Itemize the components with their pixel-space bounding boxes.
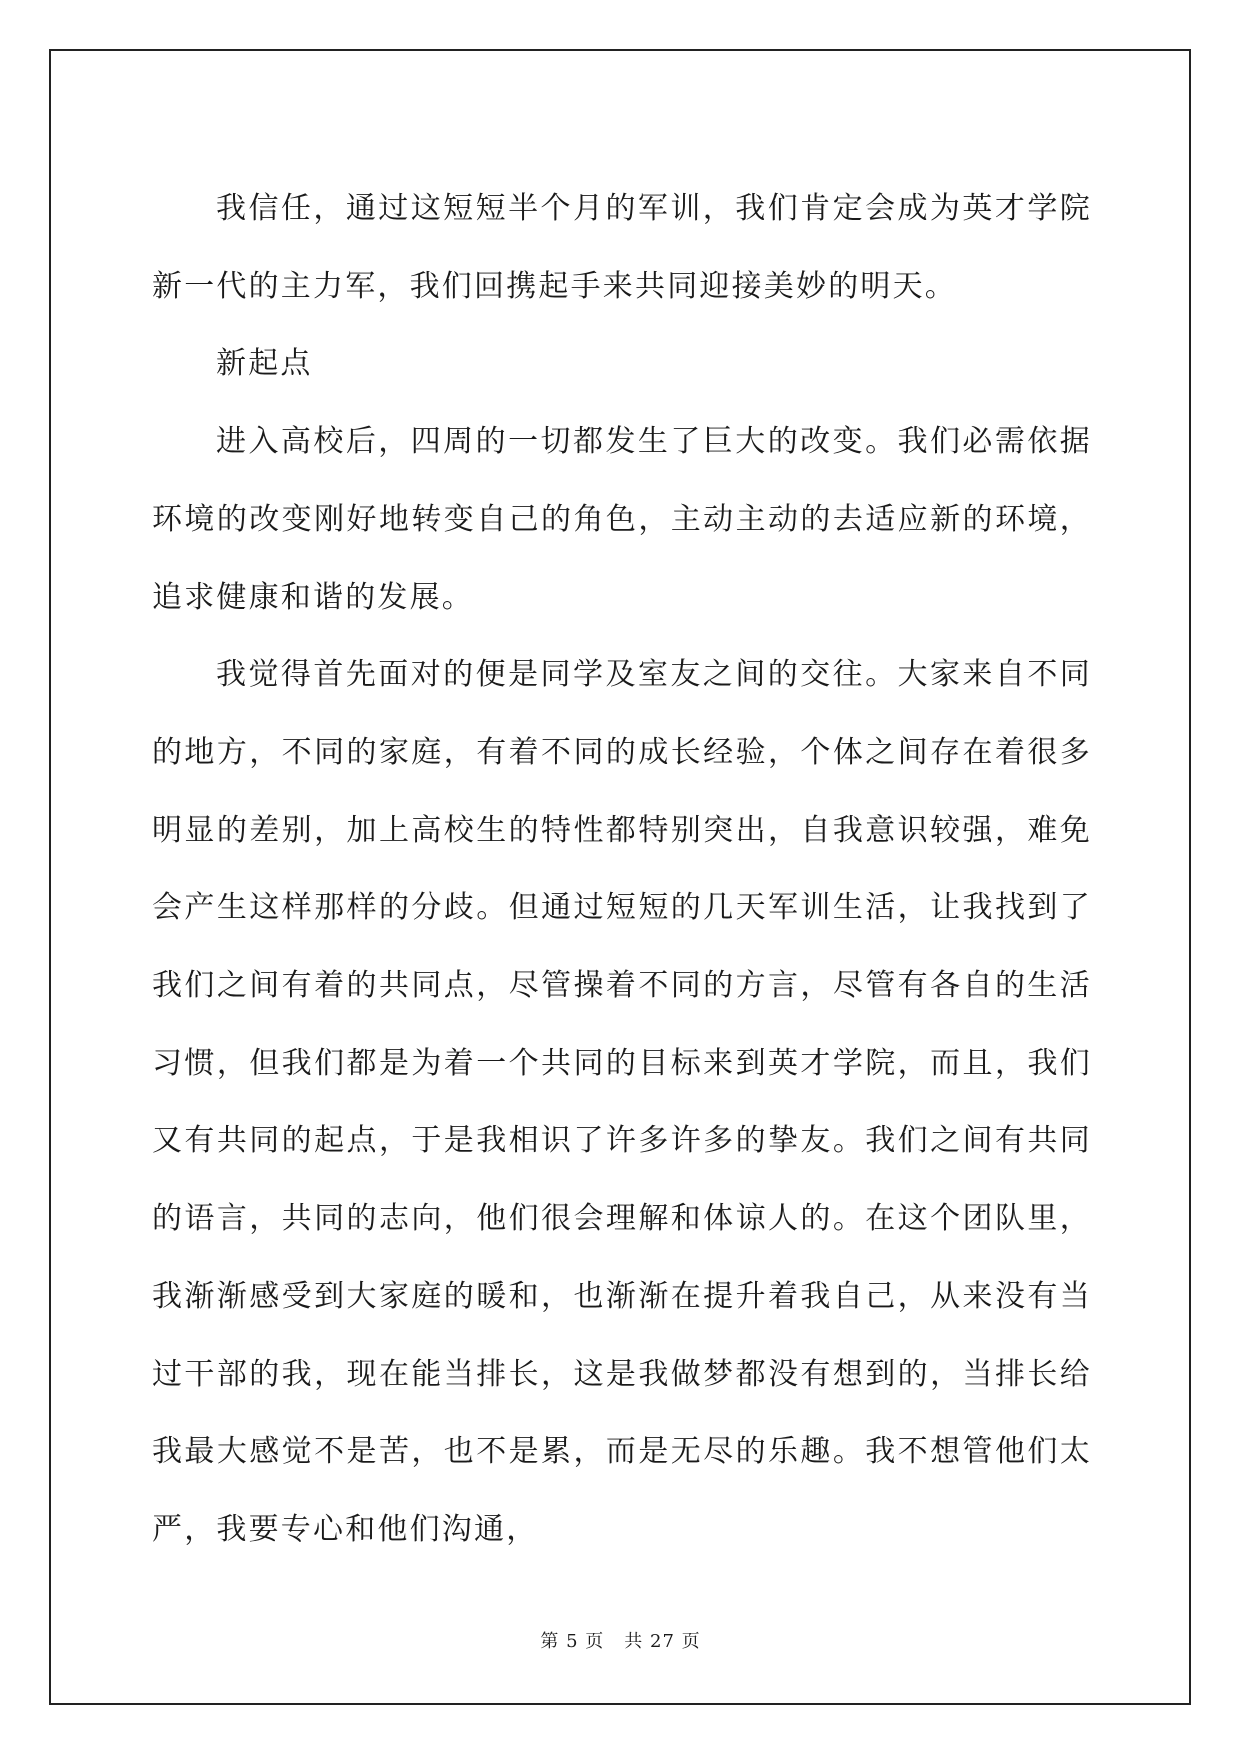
document-body (152, 170, 1092, 1569)
page-total: 共 27 页 (624, 1631, 701, 1652)
paragraph-college-change: 进入高校后，四周的一切都发生了巨大的改变。我们必需依据环境的改变刚好地转变自己的角色，主动主动的去适应新的环境，追求健康和谐的发展。 (152, 424, 1092, 615)
paragraph-classmates: 我觉得首先面对的便是同学及室友之间的交往。大家来自不同的地方，不同的家庭，有着不同的成长经验，个体之间存在着很多明显的差别，加上高校生的特性都特别突出，自我意识较强，难免会产生这样那样的分歧。但通过短短的几天军训生活，让我找到了我们之间有着的共同点，尽管操着不同的方言，尽管有各自的生活习惯，但我们都是为着一个共同的目标来到英才学院，而且，我们又有共同的起点，于是我相识了许多许多的挚友。我们之间有共同的语言，共同的志向，他们很会理解和体谅人的。在这个团队里，我渐渐感受到大家庭的暖和，也渐渐在提升着我自己，从来没有当过干部的我，现在能当排长，这是我做梦都没有想到的，当排长给我最大感觉不是苦，也不是累，而是无尽的乐趣。我不想管他们太严，我要专心和他们沟通， (152, 657, 1092, 1547)
page-footer (0, 1627, 1241, 1653)
page-number: 第 5 页 (540, 1631, 605, 1652)
section-heading-new-start: 新起点 (216, 346, 313, 382)
paragraph-confidence: 我信任，通过这短短半个月的军训，我们肯定会成为英才学院新一代的主力军，我们回携起手来共同迎接美妙的明天。 (152, 191, 1092, 304)
